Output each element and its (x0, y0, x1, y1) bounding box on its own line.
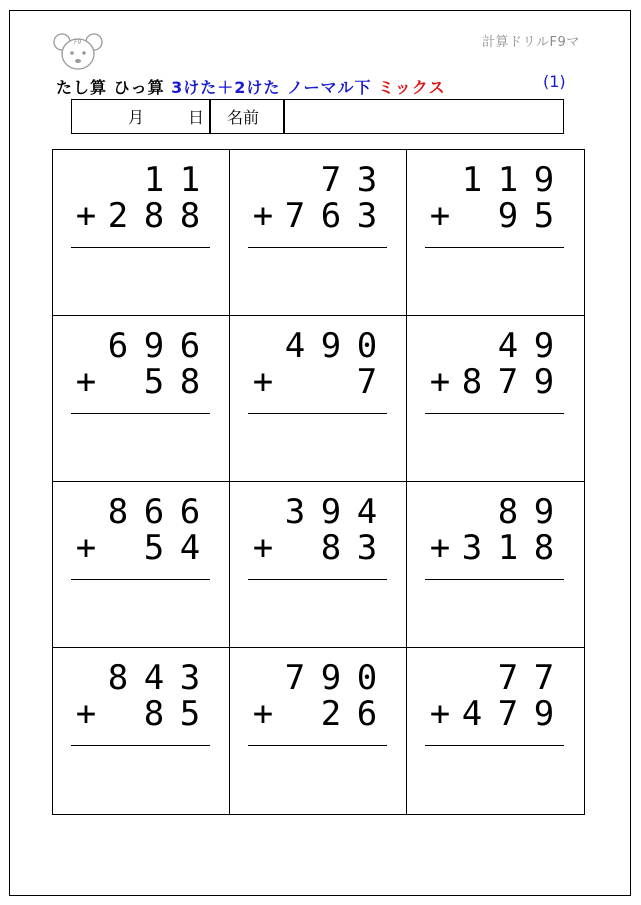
problem-cell (230, 482, 407, 648)
problem-cell (53, 150, 230, 316)
addend-top (425, 494, 575, 530)
addend-bottom (71, 696, 221, 732)
sheet-number: (1) (543, 72, 566, 91)
digit: 6 (320, 196, 342, 236)
addend-bottom (71, 364, 221, 400)
digit: 9 (533, 160, 555, 200)
logo-label: F9 (74, 39, 82, 46)
digit: 4 (356, 492, 378, 532)
digit: 8 (179, 362, 201, 402)
digit: 8 (533, 528, 555, 568)
plus-sign: + (429, 196, 451, 236)
digit: 6 (179, 326, 201, 366)
name-label: 名前 (227, 108, 260, 127)
addend-bottom (248, 696, 398, 732)
digit: 9 (320, 492, 342, 532)
answer-line (248, 247, 387, 248)
digit: 4 (284, 326, 306, 366)
digit: 3 (179, 658, 201, 698)
plus-sign: + (252, 196, 274, 236)
addend-bottom (425, 530, 575, 566)
digit: 9 (497, 196, 519, 236)
plus-sign: + (429, 528, 451, 568)
month-label: 月 (128, 108, 145, 127)
addend-top (71, 494, 221, 530)
digit: 8 (320, 528, 342, 568)
brand-label: 計算ドリルF9マ (482, 35, 580, 50)
answer-line (71, 745, 210, 746)
plus-sign: + (252, 694, 274, 734)
addend-bottom (248, 364, 398, 400)
title-operation: たし算 ひっ算 (56, 78, 165, 97)
digit: 0 (356, 658, 378, 698)
addend-top (71, 162, 221, 198)
digit: 5 (533, 196, 555, 236)
addend-top (248, 328, 398, 364)
digit: 6 (107, 326, 129, 366)
answer-line (248, 745, 387, 746)
digit: 6 (356, 694, 378, 734)
problem-grid (52, 149, 585, 815)
addend-top (248, 162, 398, 198)
plus-sign: + (75, 694, 97, 734)
digit: 6 (179, 492, 201, 532)
digit: 4 (179, 528, 201, 568)
digit: 8 (461, 362, 483, 402)
addend-bottom (248, 530, 398, 566)
addend-bottom (425, 364, 575, 400)
problem-cell (230, 150, 407, 316)
problem-cell (407, 648, 584, 814)
digit: 9 (533, 326, 555, 366)
digit: 4 (143, 658, 165, 698)
digit: 7 (497, 694, 519, 734)
digit: 3 (356, 160, 378, 200)
addend-bottom (71, 198, 221, 234)
problem-cell (53, 316, 230, 482)
digit: 1 (497, 160, 519, 200)
problem-cell (53, 482, 230, 648)
digit: 3 (461, 528, 483, 568)
problem-cell (53, 648, 230, 814)
problem-cell (407, 482, 584, 648)
digit: 7 (284, 658, 306, 698)
addend-top (425, 328, 575, 364)
digit: 1 (497, 528, 519, 568)
divider (283, 100, 285, 133)
digit: 3 (356, 528, 378, 568)
title-mode: ミックス (378, 78, 446, 97)
digit: 7 (533, 658, 555, 698)
answer-line (425, 247, 564, 248)
addend-top (71, 328, 221, 364)
day-label: 日 (188, 108, 205, 127)
problem-cell (407, 316, 584, 482)
answer-line (425, 579, 564, 580)
addend-bottom (425, 198, 575, 234)
digit: 1 (461, 160, 483, 200)
addend-top (425, 660, 575, 696)
divider (209, 100, 211, 133)
problem-cell (230, 316, 407, 482)
digit: 9 (533, 362, 555, 402)
digit: 5 (143, 362, 165, 402)
addend-top (71, 660, 221, 696)
worksheet-title (56, 75, 446, 98)
digit: 8 (143, 196, 165, 236)
plus-sign: + (429, 694, 451, 734)
digit: 0 (356, 326, 378, 366)
addend-top (248, 494, 398, 530)
digit: 6 (143, 492, 165, 532)
digit: 3 (284, 492, 306, 532)
digit: 2 (107, 196, 129, 236)
addend-top (248, 660, 398, 696)
digit: 7 (320, 160, 342, 200)
digit: 8 (107, 492, 129, 532)
digit: 9 (320, 326, 342, 366)
answer-line (425, 413, 564, 414)
digit: 8 (179, 196, 201, 236)
plus-sign: + (429, 362, 451, 402)
answer-line (425, 745, 564, 746)
answer-line (71, 413, 210, 414)
digit: 5 (179, 694, 201, 734)
addend-bottom (71, 530, 221, 566)
digit: 9 (320, 658, 342, 698)
addend-bottom (248, 198, 398, 234)
digit: 5 (143, 528, 165, 568)
digit: 2 (320, 694, 342, 734)
plus-sign: + (75, 528, 97, 568)
addend-top (425, 162, 575, 198)
answer-line (248, 579, 387, 580)
name-date-bar (71, 99, 564, 134)
problem-cell (230, 648, 407, 814)
digit: 8 (107, 658, 129, 698)
answer-line (71, 247, 210, 248)
digit: 7 (284, 196, 306, 236)
plus-sign: + (75, 362, 97, 402)
plus-sign: + (75, 196, 97, 236)
addend-bottom (425, 696, 575, 732)
digit: 3 (356, 196, 378, 236)
digit: 7 (497, 362, 519, 402)
title-level: 3けた＋2けた ノーマル下 (171, 78, 372, 97)
digit: 4 (497, 326, 519, 366)
digit: 7 (497, 658, 519, 698)
digit: 9 (533, 492, 555, 532)
digit: 1 (179, 160, 201, 200)
plus-sign: + (252, 362, 274, 402)
answer-line (71, 579, 210, 580)
digit: 9 (143, 326, 165, 366)
digit: 8 (143, 694, 165, 734)
digit: 8 (497, 492, 519, 532)
problem-cell (407, 150, 584, 316)
answer-line (248, 413, 387, 414)
plus-sign: + (252, 528, 274, 568)
digit: 9 (533, 694, 555, 734)
digit: 7 (356, 362, 378, 402)
digit: 1 (143, 160, 165, 200)
digit: 4 (461, 694, 483, 734)
bear-logo-icon (52, 32, 104, 72)
